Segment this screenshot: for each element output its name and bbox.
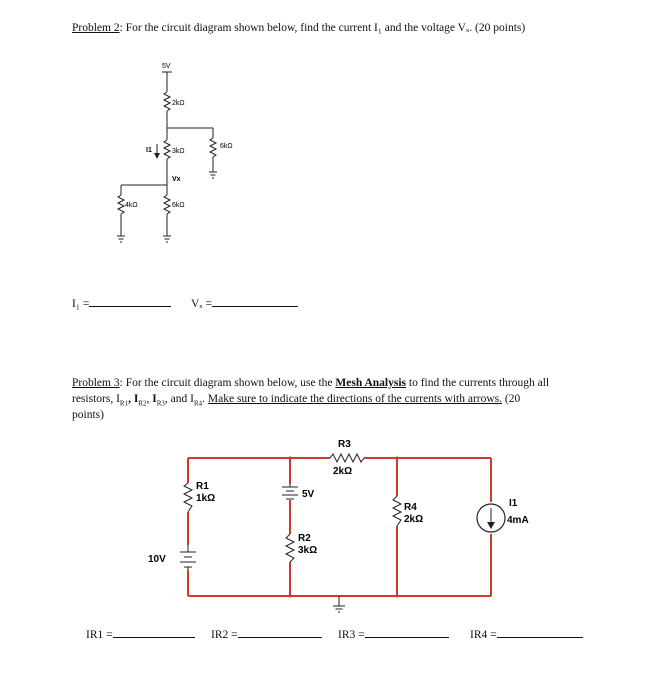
answer-ir1 — [86, 627, 195, 641]
problem3-text-b: to find the currents through all — [408, 377, 550, 389]
problem3-text-d: and I — [170, 393, 194, 405]
p3-i1-value: 4mA — [507, 515, 529, 526]
answer-ir3 — [338, 627, 449, 641]
answer-i1-label: I₁ = — [72, 298, 90, 310]
p2-r-top-label: 2kΩ — [172, 100, 185, 107]
p3-r4-value: 2kΩ — [404, 514, 424, 525]
p3-r2-name: R2 — [298, 533, 311, 544]
problem3-text-c: resistors, I — [72, 393, 120, 405]
current-source-arrow-icon — [487, 522, 495, 529]
problem2-text: For the circuit diagram shown below, find the current I₁ and the voltage Vₓ. (20 points) — [125, 22, 526, 34]
p3-r3-name: R3 — [338, 439, 351, 450]
p3-r3-value: 2kΩ — [333, 466, 353, 477]
p3-v1-value: 10V — [148, 554, 166, 565]
answer-ir2-label: IR2 = — [211, 629, 238, 641]
answer-ir1-blank[interactable] — [113, 627, 195, 638]
problem3-points: (20 — [504, 393, 521, 405]
problem3-heading: Problem 3 — [72, 377, 120, 389]
problem2-statement: Problem 2: For the circuit diagram shown below, find the current I₁ and the voltage Vₓ. (20 points) — [72, 22, 526, 34]
problem3-text-a: For the circuit diagram shown below, use the — [125, 377, 333, 389]
p2-r-left-label: 4kΩ — [125, 202, 138, 209]
answer-ir4-blank[interactable] — [497, 627, 583, 638]
answer-ir3-label: IR3 = — [338, 629, 365, 641]
p3-v2-value: 5V — [302, 489, 315, 500]
problem3-text-e: Make sure to indicate the directions of the currents with arrows. — [207, 393, 503, 405]
answer-ir2 — [211, 627, 322, 641]
p2-r-mid-label: 3kΩ — [172, 148, 185, 155]
p3-r2-value: 3kΩ — [298, 545, 318, 556]
answer-ir3-blank[interactable] — [365, 627, 449, 638]
p2-source-label: 5V — [162, 63, 171, 70]
answer-ir4 — [470, 627, 583, 641]
p3-r1-value: 1kΩ — [196, 493, 216, 504]
p2-current-label: I1 — [146, 147, 152, 154]
p2-r-right-label: 6kΩ — [220, 143, 233, 150]
problem3-line1: Problem 3: For the circuit diagram shown below, use the Mesh Analysis to find the currents through all — [72, 377, 550, 389]
problem3-line2: resistors, $I_{R1}$, $I_{R2}$, $I_{R3}$, and $I_{R4}$. Make sure to indicate the directions of the currents with arrows. (20 — [72, 393, 521, 408]
p3-i1-name: I1 — [509, 498, 518, 509]
answer-ir4-label: IR4 = — [470, 629, 497, 641]
p3-r4-name: R4 — [404, 502, 417, 513]
problem2-heading: Problem 2 — [72, 22, 120, 34]
answer-vx-label: Vₓ = — [191, 298, 213, 310]
answer-ir1-label: IR1 = — [86, 629, 113, 641]
answer-ir2-blank[interactable] — [238, 627, 322, 638]
p2-node-label: Vx — [172, 176, 181, 183]
mesh-analysis-text: Mesh Analysis — [335, 377, 407, 389]
p3-r1-name: R1 — [196, 481, 209, 492]
problem3-points-b: points) — [72, 409, 104, 421]
p2-r-low-label: 6kΩ — [172, 202, 185, 209]
